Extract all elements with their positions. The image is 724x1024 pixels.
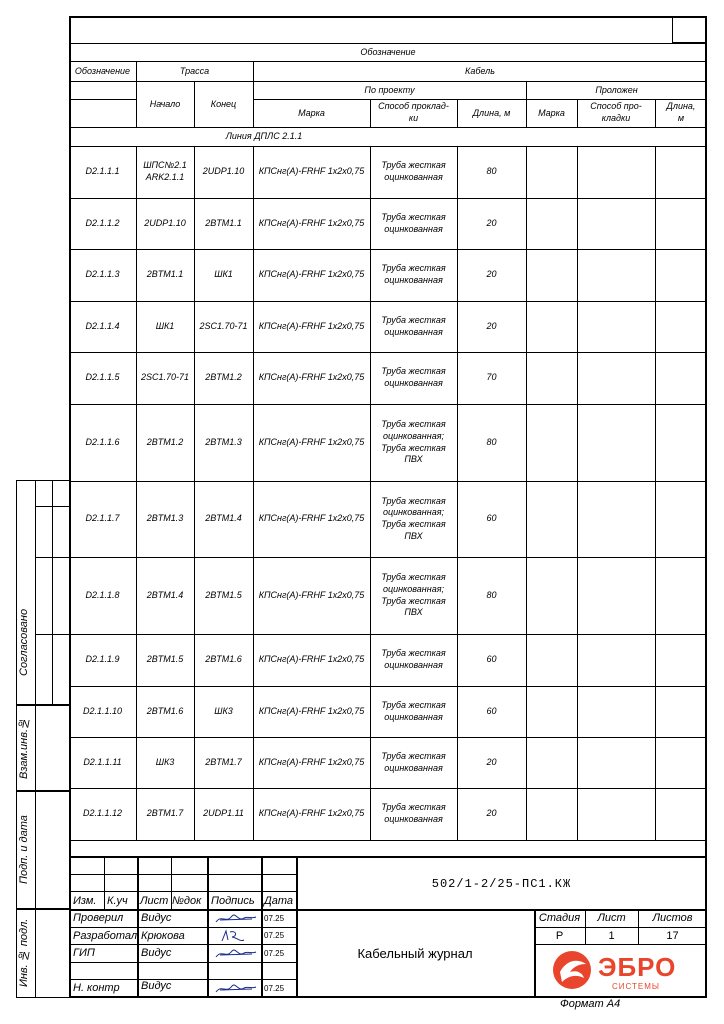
header-by-project: По проекту xyxy=(364,84,415,95)
row-length: 80 xyxy=(486,436,497,447)
header-designation: Обозначение xyxy=(360,46,416,57)
row-end: 2BTM1.3 xyxy=(205,436,242,447)
row-method: Труба жесткая оцинкованная xyxy=(381,211,446,234)
side-hline-3 xyxy=(35,634,69,635)
sheets-label: Листов xyxy=(652,912,693,924)
row-method: Труба жесткая оцинкованная xyxy=(381,263,446,285)
row-length: 60 xyxy=(486,654,497,665)
tb-vline-1 xyxy=(104,856,105,909)
header-length: Длина, м xyxy=(472,107,511,118)
row-method: Труба жесткая оцинкованная xyxy=(381,802,446,824)
row-id: D2.1.1.10 xyxy=(82,705,123,716)
row-start: ШПС№2.1 ARK2.1.1 xyxy=(143,160,187,182)
row-brand: КПСнг(А)-FRHF 1х2х0,75 xyxy=(258,269,365,280)
row-method: Труба жесткая оцинкованная xyxy=(381,314,446,337)
row-length: 80 xyxy=(486,589,497,600)
corner-box xyxy=(672,16,707,43)
row-start: ШК1 xyxy=(155,320,175,331)
row-brand: КПСнг(А)-FRHF 1х2х0,75 xyxy=(258,166,365,177)
role-norm: Н. контр xyxy=(73,982,120,994)
row-start: 2BTM1.3 xyxy=(146,513,184,524)
sheet-label: Лист xyxy=(597,912,626,924)
row-divider xyxy=(69,840,707,841)
row-end: 2BTM1.5 xyxy=(205,589,242,600)
row-method: Труба жесткая оцинкованная; Труба жесткая ПВХ xyxy=(381,495,446,541)
row-end: 2BTM1.1 xyxy=(205,217,242,228)
row-end: ШК3 xyxy=(214,705,233,716)
name-gip: Видус xyxy=(141,947,172,959)
tb-hline-stage2 xyxy=(534,944,707,945)
role-checked: Проверил xyxy=(73,912,124,924)
row-id: D2.1.1.9 xyxy=(85,654,120,665)
tb-col-list: Лист xyxy=(140,894,169,907)
date-checked: 07.25 xyxy=(264,913,285,923)
section-title: Линия ДПЛС 2.1.1 xyxy=(225,131,303,142)
row-method: Труба жесткая оцинкованная xyxy=(381,648,446,670)
signature-gip xyxy=(212,945,258,961)
header-route: Трасса xyxy=(179,65,210,76)
row-start: 2UDP1.10 xyxy=(144,217,186,228)
row-id: D2.1.1.1 xyxy=(85,166,120,177)
row-brand: КПСнг(А)-FRHF 1х2х0,75 xyxy=(258,513,365,524)
name-norm: Видус xyxy=(141,980,172,992)
row-start: 2BTM1.6 xyxy=(146,705,184,716)
header-laid-brand: Марка xyxy=(538,107,565,118)
row-start: 2SC1.70-71 xyxy=(140,372,190,383)
row-brand: КПСнг(А)-FRHF 1х2х0,75 xyxy=(258,372,365,383)
body-vline xyxy=(526,146,527,840)
side-agreed: Согласовано xyxy=(18,608,30,676)
name-checked: Видус xyxy=(141,912,172,924)
date-gip: 07.25 xyxy=(264,948,285,958)
body-vline xyxy=(655,146,656,840)
sheet-value: 1 xyxy=(608,929,615,942)
row-id: D2.1.1.11 xyxy=(83,756,122,767)
row-end: 2BTM1.7 xyxy=(205,756,242,767)
company-logo xyxy=(548,948,698,994)
row-length: 20 xyxy=(486,217,497,228)
row-brand: КПСнг(А)-FRHF 1х2х0,75 xyxy=(258,705,365,716)
tb-vline-4 xyxy=(207,856,209,998)
row-start: 2BTM1.2 xyxy=(146,436,184,447)
tb-top-line xyxy=(69,856,707,858)
header-method: Способ проклад- ки xyxy=(378,101,449,123)
side-hline-2 xyxy=(35,557,69,558)
side-inv-orig: Инв. № подл. xyxy=(18,918,30,988)
header-col-designation: Обозначение xyxy=(74,65,131,76)
row-id: D2.1.1.8 xyxy=(85,589,120,600)
row-id: D2.1.1.5 xyxy=(85,372,120,383)
side-inv-replace: Взам.инв.№ xyxy=(18,717,30,780)
row-start: 2BTM1.5 xyxy=(146,654,184,665)
tb-vline-5 xyxy=(261,856,263,998)
row-start: 2BTM1.7 xyxy=(146,808,184,819)
row-method: Труба жесткая оцинкованная xyxy=(381,750,446,773)
logo-mark-icon xyxy=(548,948,598,994)
name-developed: Крюкова xyxy=(141,929,185,942)
row-start: ШК3 xyxy=(155,756,175,767)
header-laid-length: Длина, м xyxy=(666,101,696,123)
row-id: D2.1.1.4 xyxy=(85,320,120,331)
row-end: 2BTM1.2 xyxy=(205,372,242,383)
row-end: 2BTM1.4 xyxy=(205,513,242,524)
header-start: Начало xyxy=(149,98,181,109)
row-id: D2.1.1.6 xyxy=(85,436,120,447)
row-method: Труба жесткая оцинкованная; Труба жесткая ПВХ xyxy=(381,572,446,618)
row-id: D2.1.1.3 xyxy=(85,269,120,280)
signature-checked xyxy=(212,910,258,926)
row-id: D2.1.1.7 xyxy=(85,513,120,524)
side-hline-1 xyxy=(35,506,69,507)
row-start: 2BTM1.4 xyxy=(146,589,184,600)
doc-title: Кабельный журнал xyxy=(357,946,473,961)
tb-col-izm: Изм. xyxy=(73,894,97,907)
stage-label: Стадия xyxy=(538,912,581,924)
side-vline-2 xyxy=(52,480,53,704)
header-laid: Проложен xyxy=(595,84,638,95)
stage-value: Р xyxy=(555,929,564,942)
tb-col-sign: Подпись xyxy=(211,894,255,907)
signature-norm xyxy=(212,980,258,996)
tb-vline-2 xyxy=(137,856,139,998)
row-length: 60 xyxy=(486,705,497,716)
row-length: 80 xyxy=(486,166,497,177)
row-id: D2.1.1.12 xyxy=(82,808,123,819)
format-label: Формат А4 xyxy=(560,998,621,1010)
role-developed: Разработал xyxy=(73,929,138,942)
date-norm: 07.25 xyxy=(264,983,285,993)
row-brand: КПСнг(А)-FRHF 1х2х0,75 xyxy=(258,589,365,600)
signature-developed xyxy=(218,928,248,944)
header-cable: Кабель xyxy=(465,65,495,76)
row-id: D2.1.1.2 xyxy=(85,217,120,228)
row-method: Труба жесткая оцинкованная xyxy=(381,699,446,722)
date-developed: 07.25 xyxy=(264,931,285,940)
doc-code: 502/1-2/25-ПС1.КЖ xyxy=(431,877,572,891)
row-brand: КПСнг(А)-FRHF 1х2х0,75 xyxy=(258,217,365,228)
header-brand: Марка xyxy=(298,107,325,118)
header-end: Конец xyxy=(210,98,237,109)
row-brand: КПСнг(А)-FRHF 1х2х0,75 xyxy=(258,654,365,665)
row-brand: КПСнг(А)-FRHF 1х2х0,75 xyxy=(258,436,365,447)
row-end: 2UDP1.10 xyxy=(202,166,245,177)
row-method: Труба жесткая оцинкованная xyxy=(381,366,446,388)
row-brand: КПСнг(А)-FRHF 1х2х0,75 xyxy=(258,320,365,331)
row-end: 2UDP1.11 xyxy=(203,808,244,819)
role-gip: ГИП xyxy=(73,947,95,959)
row-length: 20 xyxy=(486,320,497,331)
row-start: 2BTM1.1 xyxy=(146,269,184,280)
row-length: 60 xyxy=(486,513,497,524)
row-end: ШК1 xyxy=(214,269,233,280)
sheets-value: 17 xyxy=(666,929,679,942)
logo-text: ЭБРО xyxy=(598,952,677,982)
hline-col1 xyxy=(69,99,137,100)
row-brand: КПСнг(А)-FRHF 1х2х0,75 xyxy=(258,756,365,767)
row-length: 20 xyxy=(486,269,497,280)
row-length: 70 xyxy=(486,372,497,383)
row-method: Труба жесткая оцинкованная xyxy=(381,160,446,182)
row-method: Труба жесткая оцинкованная; Труба жесткая ПВХ xyxy=(381,419,446,465)
row-brand: КПСнг(А)-FRHF 1х2х0,75 xyxy=(258,808,365,819)
tb-col-ndok: №док xyxy=(172,894,202,907)
tb-col-date: Дата xyxy=(264,894,294,907)
row-end: 2BTM1.6 xyxy=(205,654,242,665)
tb-col-kuch: К.уч xyxy=(107,894,128,907)
row-end: 2SC1.70-71 xyxy=(199,320,248,331)
row-length: 20 xyxy=(486,756,497,767)
body-vline xyxy=(577,146,578,840)
logo-subtext: СИСТЕМЫ xyxy=(612,982,661,991)
row-length: 20 xyxy=(486,808,497,819)
side-sign-date: Подп. и дата xyxy=(18,815,30,885)
header-laid-method: Способ про- кладки xyxy=(590,101,642,123)
